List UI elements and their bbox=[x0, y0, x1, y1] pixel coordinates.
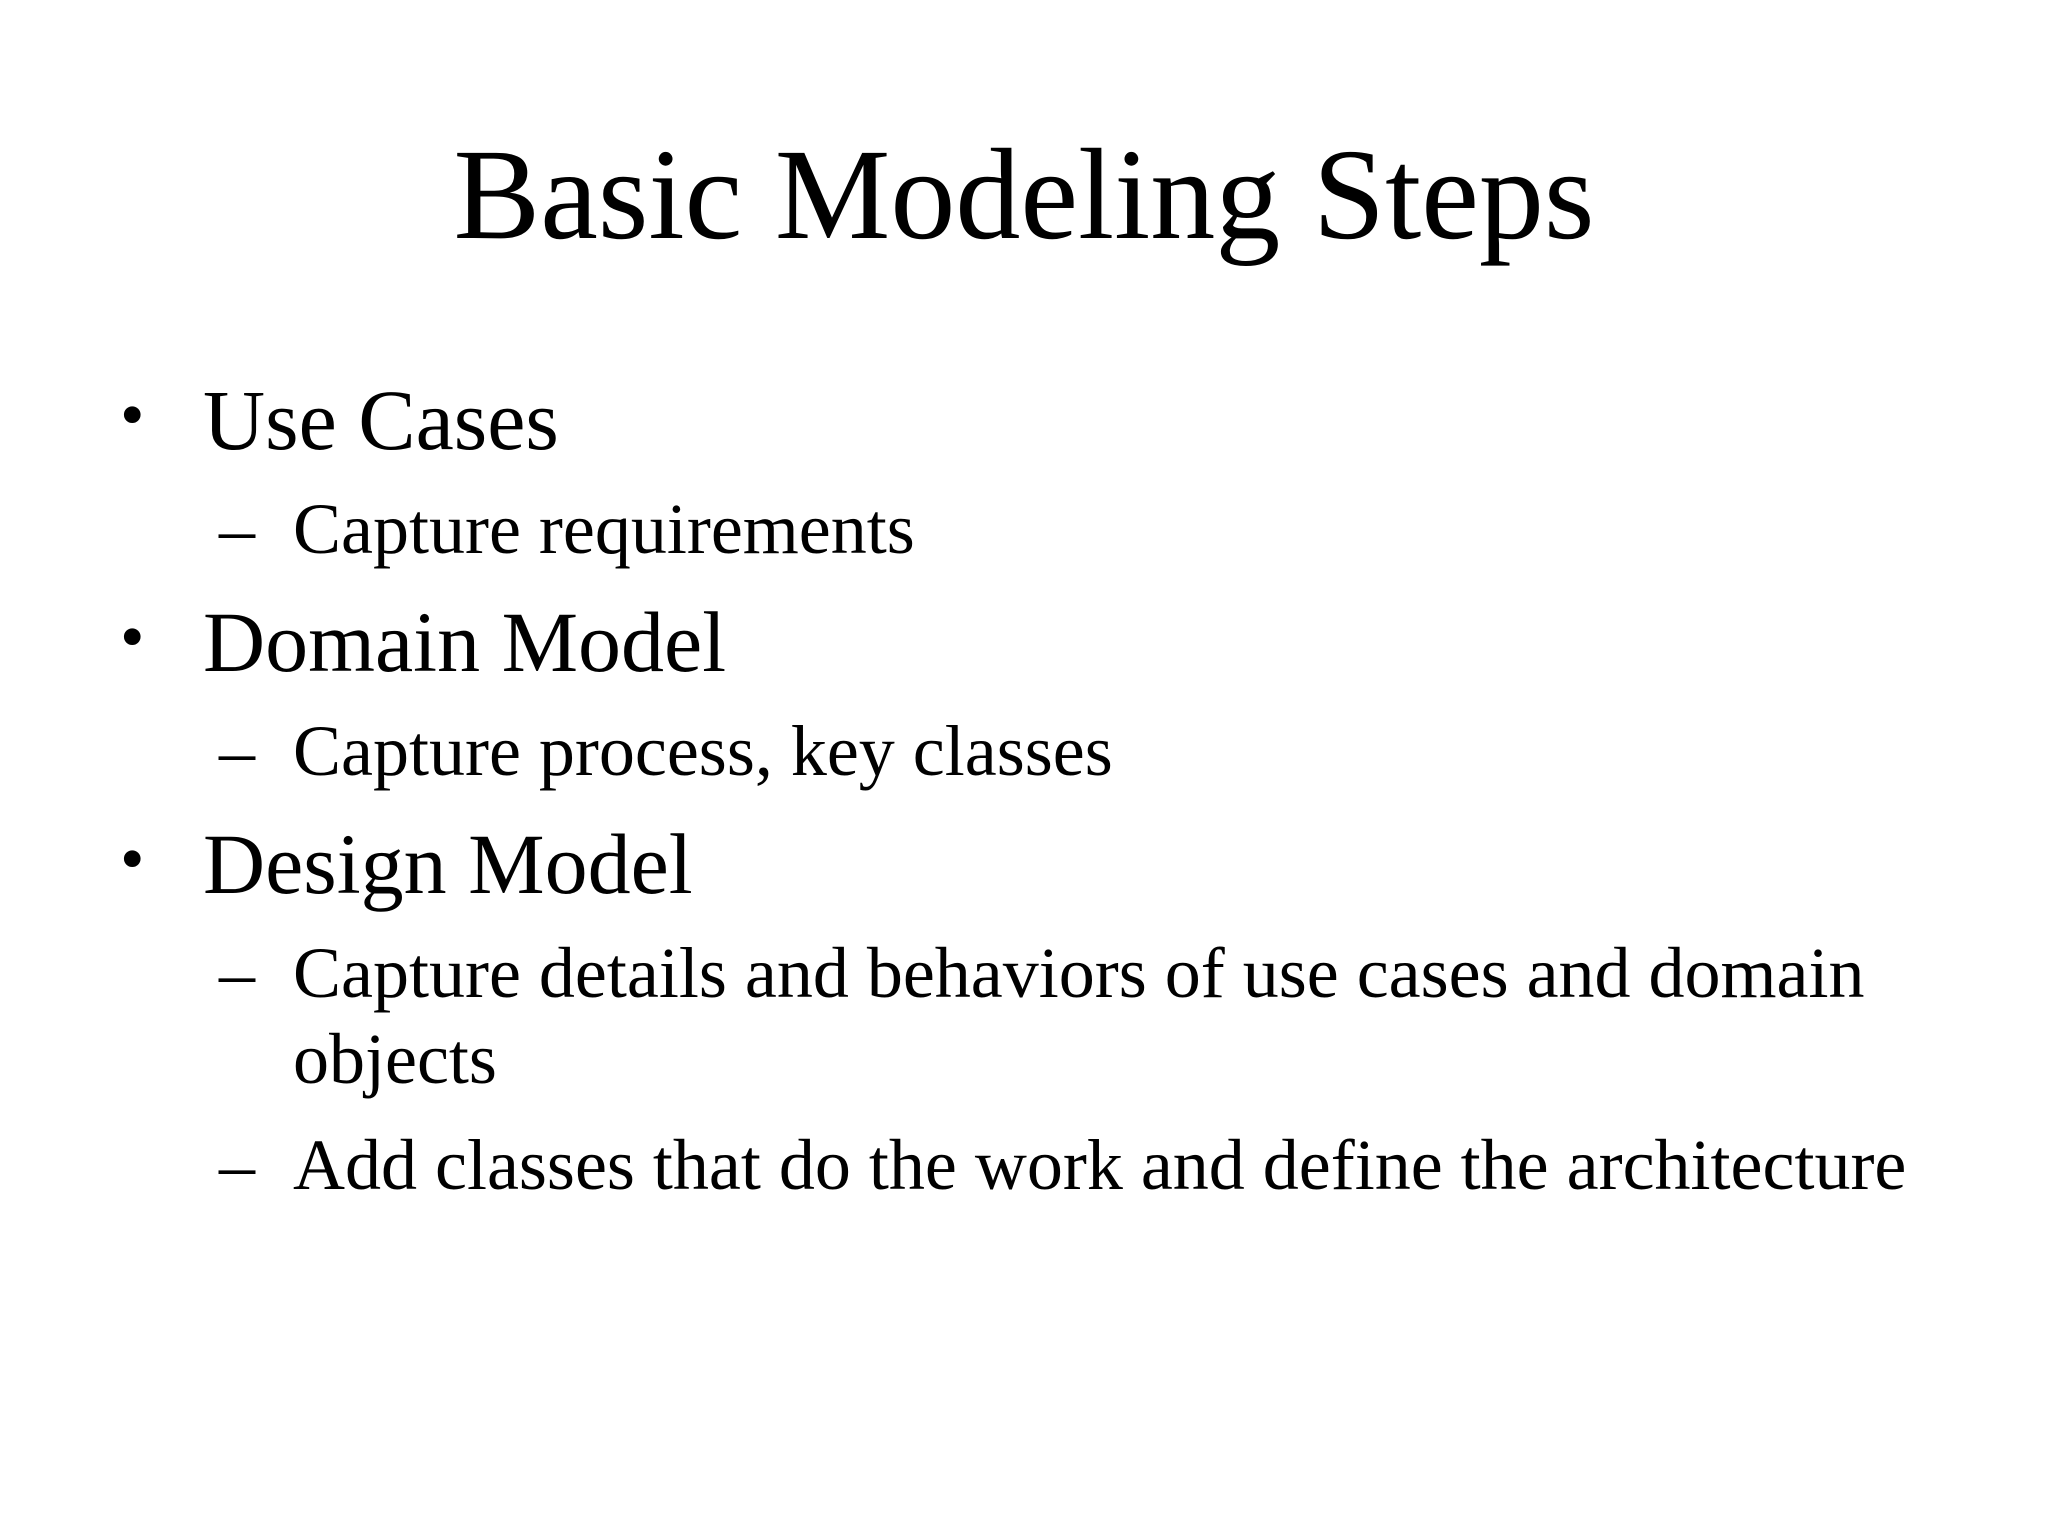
bullet-icon: • bbox=[120, 377, 145, 454]
bullet-label: Use Cases bbox=[203, 372, 559, 468]
sub-item bbox=[120, 930, 1940, 1102]
list-item-use-cases bbox=[120, 370, 1940, 572]
sub-item-text: Add classes that do the work and define the architecture bbox=[293, 1125, 1907, 1205]
sub-item-text: Capture details and behaviors of use cases and domain objects bbox=[293, 933, 1865, 1099]
list-item-design-model bbox=[120, 814, 1940, 1208]
sub-item-text: Capture process, key classes bbox=[293, 711, 1113, 791]
dash-icon: – bbox=[219, 1125, 255, 1205]
sub-item bbox=[120, 486, 1940, 572]
bullet-label: Domain Model bbox=[203, 594, 727, 690]
slide-title: Basic Modeling Steps bbox=[453, 123, 1595, 267]
dash-icon: – bbox=[219, 489, 255, 569]
bullet-label: Design Model bbox=[203, 816, 693, 912]
dash-icon: – bbox=[219, 933, 255, 1013]
bullet-icon: • bbox=[120, 599, 145, 676]
bullet-icon: • bbox=[120, 821, 145, 898]
dash-icon: – bbox=[219, 711, 255, 791]
sub-item bbox=[120, 708, 1940, 794]
bullet-list bbox=[120, 370, 1940, 1228]
list-item-domain-model bbox=[120, 592, 1940, 794]
sub-item bbox=[120, 1122, 1940, 1208]
sub-item-text: Capture requirements bbox=[293, 489, 915, 569]
